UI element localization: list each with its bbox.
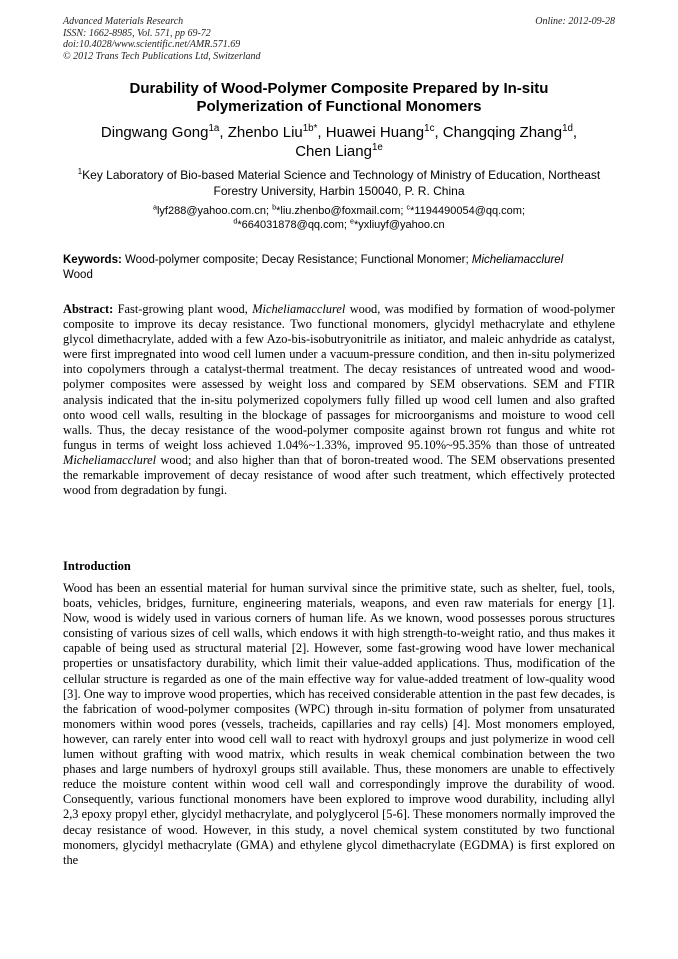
- author: Chen Liang$^{1e}$: [295, 142, 383, 160]
- online-date: Online: 2012-09-28: [535, 16, 615, 27]
- copyright: © 2012 Trans Tech Publications Ltd, Switzerland: [63, 50, 261, 62]
- issn: ISSN: 1662-8985, Vol. 571, pp 69-72: [63, 27, 211, 39]
- keywords-label: Keywords:: [63, 254, 122, 266]
- introduction-heading: Introduction: [63, 559, 131, 573]
- email: *yxliuyf@yahoo.cn: [354, 219, 445, 231]
- affiliation: $^1$Key Laboratory of Bio-based Material Science and Technology of Ministry of Education, Northeast Forestry University, Harbin 150040, P. R. China: [77, 167, 601, 198]
- author: Huawei Huang$^{1c}$,: [325, 123, 443, 141]
- author: Changqing Zhang$^{1d}$,: [442, 123, 578, 141]
- email: *1194490054@qq.com;: [410, 205, 525, 217]
- email: *664031878@qq.com;: [237, 219, 351, 231]
- author: Dingwang Gong$^{1a}$,: [100, 123, 228, 141]
- introduction-body: Wood has been an essential material for human survival since the primitive state, such as shelter, fuel, tools, boats, vehicles, bridges, furniture, engineering materials, weapons, and even raw materials for energy [1]. Now, wood is widely used in various corners of human life. As we known, wood possesses porous structures consisting of various sizes of cell walls, which endows it with high strength-to-weight ratio, and thus makes it capable of being used as structural material [2]. However, some fast-growing wood have lower mechanical properties or unsatisfactory durability, which limit their value-added applications. Thus, modification of the cellular structure is regarded as one of the main effective way for value-added treatment of low-quality wood [3]. One way to improve wood properties, which has received considerable attention in the past few decades, is the fabrication of wood-polymer composites (WPC) through in-situ formation of polymer from unsaturated monomers within wood pores (vessels, tracheids, capillaries and ray cells) [4]. Most monomers employed, however, can rarely enter into wood cell wall to react with hydroxyl groups and just polymerize in wood cell lumen without grafting with wood matrix, which results in weak chemical combination between the two phases and large numbers of hydroxyl groups still available. Thus, these monomers are unable to effectively reduce the moisture content within wood cell wall and correspondingly improve the durability of wood. Consequently, various functional monomers have been explored to improve wood durability, including allyl 2,3 epoxy propyl ether, glycidyl methacrylate, and polyglycerol [5-6]. These monomers normally improved the decay resistance of wood. However, in this study, a novel chemical system constituted by two functional monomers, glycidyl methacrylate (GMA) and ethylene glycol dimethacrylate (EGDMA) is first explored on the: [63, 581, 615, 867]
- doi: doi:10.4028/www.scientific.net/AMR.571.69: [63, 39, 241, 50]
- email-list: $^a$lyf288@yahoo.com.cn; $^b$*liu.zhenbo@foxmail.com; $^c$*1194490054@qq.com; $^d$*664031878@qq.com; $^e$*yxliuyf@yahoo.cn: [153, 203, 525, 231]
- title-line-1: Durability of Wood-Polymer Composite Prepared by In-situ: [129, 80, 549, 97]
- author: Zhenbo Liu$^{1b*}$,: [227, 123, 326, 141]
- abstract: Abstract: Fast-growing plant wood, Micheliamacclurel wood, was modified by formation of wood-polymer composite to improve its decay resistance. Two functional monomers, glycidyl methacrylate and ethylene glycol dimethacrylate, added with a few Azo-bis-isobutryonitrile as initiator, and maleic anhydride as catalyst, were first impregnated into wood cell lumen under a vacuum-pressure condition, and then in-situ polymerized into copolymers through a catalyst-thermal treatment. The decay resistances of untreated wood and wood-polymer composites were assessed by weight loss and compared by SEM observations. SEM and FTIR analysis indicated that the in-situ polymerized copolymers fully filled up wood cell lumen and also grafted onto wood cell walls, resulting in the blockage of passages for microorganisms and moisture to wood cell walls. Thus, the decay resistance of the wood-polymer composite against brown rot fungus and white rot fungus in terms of weight loss achieved 1.04%~1.33%, improved 95.10%~95.35% than those of untreated Micheliamacclurel wood; and also higher than that of boron-treated wood. The SEM observations presented the remarkable improvement of decay resistance of wood after such treatment, which effectively protected wood from degradation by fungi.: [63, 302, 616, 498]
- email: *liu.zhenbo@foxmail.com;: [276, 205, 407, 217]
- email: lyf288@yahoo.com.cn;: [156, 205, 273, 217]
- keywords: Keywords: Wood-polymer composite; Decay Resistance; Functional Monomer; Micheliamacclurel Wood: [63, 254, 564, 281]
- title-line-2: Polymerization of Functional Monomers: [196, 98, 482, 115]
- author-list: [63, 123, 615, 161]
- running-header: [63, 16, 615, 62]
- abstract-label: Abstract:: [63, 302, 114, 316]
- paper-title: [63, 80, 615, 116]
- journal-name: Advanced Materials Research: [63, 16, 184, 27]
